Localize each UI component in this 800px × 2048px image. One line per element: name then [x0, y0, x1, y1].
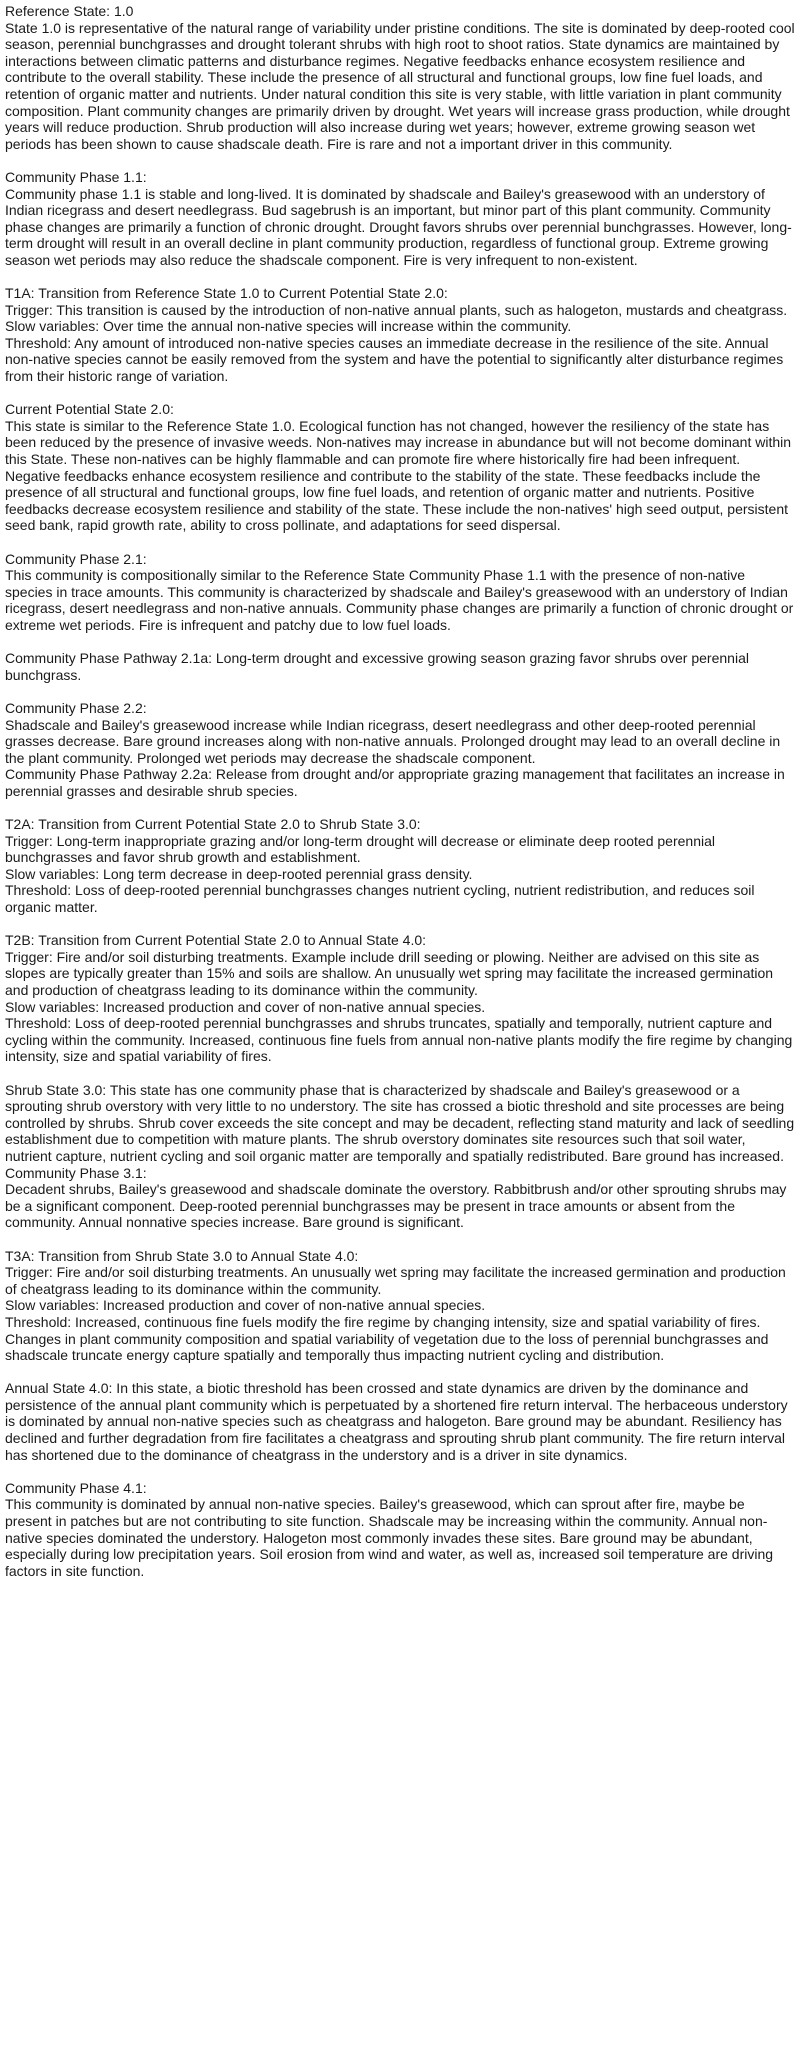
paragraph-gap	[5, 683, 795, 700]
paragraph-gap	[5, 634, 795, 651]
transition-t1a: T1A: Transition from Reference State 1.0 to Current Potential State 2.0: Trigger: This transition is caused by the introduction of non-native annual plants, such as halogeton, mustards and cheatgrass. Slow variables: Over time the annual non-native species will increase within the community. Threshold: Any amount of introduced non-native species causes an immediate decrease in the resilience of the site. Annual non-native species cannot be easily removed from the system and have the potential to significantly alter disturbance regimes from their historic range of variation.	[5, 285, 788, 385]
current-potential-state-2-0: Current Potential State 2.0: This state is similar to the Reference State 1.0. Ecological function has not changed, however the resiliency of the state has been reduced by the presence of invasive weeds. Non-natives may increase in abundance but will not become dominant within this State. These non-natives can be highly flammable and can promote fire where historically fire had been infrequent. Negative feedbacks enhance ecosystem resilience and contribute to the stability of the state. These feedbacks include the presence of all structural and functional groups, low fine fuel loads, and retention of organic matter and nutrients. Positive feedbacks decrease ecosystem resilience and stability of the state. These include the non-natives' high seed output, persistent seed bank, rapid growth rate, ability to cross pollinate, and adaptations for seed dispersal.	[5, 401, 792, 534]
community-phase-2-2: Community Phase 2.2: Shadscale and Bailey's greasewood increase while Indian ricegrass, desert needlegrass and other deep-rooted perennial grasses decrease. Bare ground increases along with non-native annuals. Prolonged drought may lead to an overall decline in the plant community. Prolonged wet periods may decrease the shadscale component. Community Phase Pathway 2.2a: Release from drought and/or appropriate grazing management that facilitates an increase in perennial grasses and desirable shrub species.	[5, 699, 785, 799]
paragraph-gap	[5, 152, 795, 169]
community-phase-4-1: Community Phase 4.1: This community is dominated by annual non-native species. Bailey's greasewood, which can sprout after fire, maybe be present in patches but are not contributing to site function. Shadscale may be increasing within the community. Annual non-native species dominated the understory. Halogeton most commonly invades these sites. Bare ground may be abundant, especially during low precipitation years. Soil erosion from wind and water, as well as, increased soil temperature are driving factors in site function.	[5, 1479, 774, 1579]
transition-t3a: T3A: Transition from Shrub State 3.0 to Annual State 4.0: Trigger: Fire and/or soil disturbing treatments. An unusually wet spring may facilitate the increased germination and production of cheatgrass leading to its dominance within the community. Slow variables: Increased production and cover of non-native annual species. Threshold: Increased, continuous fine fuels modify the fire regime by changing intensity, size and spatial variability of fires. Changes in plant community composition and spatial variability of vegetation due to the loss of perennial bunchgrasses and shadscale truncate energy capture spatially and temporally thus impacting nutrient cycling and distribution.	[5, 1247, 786, 1364]
transition-t2b: T2B: Transition from Current Potential State 2.0 to Annual State 4.0: Trigger: Fire and/or soil disturbing treatments. Example include drill seeding or plowing. Neither are advised on this site as slopes are typically greater than 15% and soils are shallow. An unusually wet spring may facilitate the increased germination and production of cheatgrass leading to its dominance within the community. Slow variables: Increased production and cover of non-native annual species. Threshold: Loss of deep-rooted perennial bunchgrasses and shrubs truncates, spatially and temporally, nutrient capture and cycling within the community. Increased, continuous fine fuels from annual non-native plants modify the fire regime by changing intensity, size and spatial variability of fires.	[5, 932, 793, 1065]
paragraph-gap	[5, 534, 795, 551]
community-phase-1-1: Community Phase 1.1: Community phase 1.1 is stable and long-lived. It is dominated by shadscale and Bailey's greasewood with an understory of Indian ricegrass and desert needlegrass. Bud sagebrush is an important, but minor part of this plant community. Community phase changes are primarily a function of chronic drought. Drought favors shrubs over perennial bunchgrasses. However, long-term drought will result in an overall decline in plant community production, regardless of functional group. Extreme growing season wet periods may also reduce the shadscale component. Fire is very infrequent to non-existent.	[5, 168, 792, 268]
reference-state-1-0: Reference State: 1.0 State 1.0 is representative of the natural range of variability under pristine conditions. The site is dominated by deep-rooted cool season, perennial bunchgrasses and drought tolerant shrubs with high root to shoot ratios. State dynamics are maintained by interactions between climatic patterns and disturbance regimes. Negative feedbacks enhance ecosystem resilience and contribute to the overall stability. These include the presence of all structural and functional groups, low fine fuel loads, and retention of organic matter and nutrients. Under natural condition this site is very stable, with little variation in plant community composition. Plant community changes are primarily driven by drought. Wet years will increase grass production, while drought years will reduce production. Shrub production will also increase during wet years; however, extreme growing season wet periods has been shown to cause shadscale death. Fire is rare and not a important driver in this community.	[5, 3, 795, 152]
paragraph-gap	[5, 1231, 795, 1248]
paragraph-gap	[5, 1463, 795, 1480]
paragraph-gap	[5, 385, 795, 402]
paragraph-gap	[5, 916, 795, 933]
paragraph-gap	[5, 1364, 795, 1381]
paragraph-gap	[5, 800, 795, 817]
transition-t2a: T2A: Transition from Current Potential State 2.0 to Shrub State 3.0: Trigger: Long-term inappropriate grazing and/or long-term drought will decrease or eliminate deep rooted perennial bunchgrasses and favor shrub growth and establishment. Slow variables: Long term decrease in deep-rooted perennial grass density. Threshold: Loss of deep-rooted perennial bunchgrasses changes nutrient cycling, nutrient redistribution, and reduces soil organic matter.	[5, 816, 755, 916]
community-phase-2-1: Community Phase 2.1: This community is compositionally similar to the Reference State Community Phase 1.1 with the presence of non-native species in trace amounts. This community is characterized by shadscale and Bailey's greasewood with an understory of Indian ricegrass, desert needlegrass and non-native annuals. Community phase changes are primarily a function of chronic drought or extreme wet periods. Fire is infrequent and patchy due to low fuel loads.	[5, 550, 794, 633]
community-phase-pathway-2-1a: Community Phase Pathway 2.1a: Long-term drought and excessive growing season grazing favor shrubs over perennial bunchgrass.	[5, 650, 749, 683]
paragraph-gap	[5, 1065, 795, 1082]
paragraph-gap	[5, 269, 795, 286]
shrub-state-3-0: Shrub State 3.0: This state has one community phase that is characterized by shadscale and Bailey's greasewood or a sprouting shrub overstory with very little to no understory. The site has crossed a biotic threshold and site processes are being controlled by shrubs. Shrub cover exceeds the site concept and may be decadent, reflecting stand maturity and lack of seedling establishment due to competition with mature plants. The shrub overstory dominates site resources such that soil water, nutrient capture, nutrient cycling and soil organic matter are temporally and spatially redistributed. Bare ground has increased. Community Phase 3.1: Decadent shrubs, Bailey's greasewood and shadscale dominate the overstory. Rabbitbrush and/or other sprouting shrubs may be a significant component. Deep-rooted perennial bunchgrasses may be present in trace amounts or absent from the community. Annual nonnative species increase. Bare ground is significant.	[5, 1081, 795, 1231]
annual-state-4-0: Annual State 4.0: In this state, a biotic threshold has been crossed and state dynamics are driven by the dominance and persistence of the annual plant community which is perpetuated by a shortened fire return interval. The herbaceous understory is dominated by annual non-native species such as cheatgrass and halogeton. Bare ground may be abundant. Resiliency has declined and further degradation from fire facilitates a cheatgrass and sprouting shrub plant community. The fire return interval has shortened due to the dominance of cheatgrass in the understory and is a driver in site dynamics.	[5, 1380, 788, 1463]
